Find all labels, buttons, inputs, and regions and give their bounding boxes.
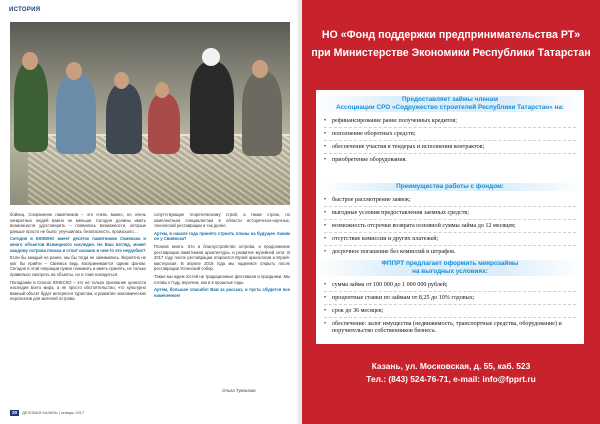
list-item [324,194,576,207]
bullet-icon: • [324,320,327,327]
figure-4-head [155,82,169,98]
heading-line: на выгодных условиях: [412,268,488,275]
figure-3-head [114,72,129,89]
bullet-icon: • [324,248,327,255]
bullet-icon: • [324,235,327,242]
figure-1 [14,62,48,152]
heading-line: Предоставляет займы членам [401,96,499,103]
advantages-list [324,194,576,258]
list-item [324,220,576,233]
list-item [324,305,576,318]
bullet-icon: • [324,209,327,216]
heading-line: ФППРТ предлагает оформить микрозаймы [381,260,519,267]
paragraph: Попадание в Список ЮНЕСКО – это не только признание ценности наследия всего мира, а не просто обстоятельство, что культурно важный объект будет интересен туристам, и развитие экономических перспектив для жителей острова. [10,279,146,302]
offer-card [316,90,584,344]
bullet-icon: • [324,196,327,203]
heading-line: Ассоциации СРО «Содружество строителей Республики Татарстан» на: [335,104,565,111]
loans-list [324,115,576,166]
interview-question: Артем, в начале года принято строить планы на будущее. Каким он у Свияжска? [154,230,290,242]
figure-6 [242,72,282,156]
bullet-icon: • [324,307,327,314]
list-item-text: процентные ставки по займам от 8,25 до 10% годовых; [332,294,475,301]
list-item [324,233,576,246]
section-heading-loans [316,96,584,112]
contact-address: Казань, ул. Московская, д. 55, каб. 523 [371,361,531,371]
ad-title-line: при Министерстве Экономики Республики Татарстан [311,47,591,59]
list-item-text: возможность отсрочки возврата основной суммы займа до 12 месяцев; [332,222,516,229]
list-item [324,207,576,220]
list-item [324,141,576,154]
list-item [324,318,576,337]
list-item-text: выгодные условия предоставления заемных средств; [332,209,469,216]
list-item-text: быстрое рассмотрение заявок; [332,196,411,203]
microloans-list [324,279,576,337]
figure-5 [190,62,234,154]
paragraph: Если бы каждый на ранее, мы бы тогда не занимались. Вероятно не мог бы прийти – Свияжск ведь воспринимается одним фоном. Сегодня в этой операции нужно понимать и иметь принять, не только правильно смотреть на объекты, но и тоже находиться. [10,255,146,277]
section-heading-advantages [316,183,584,191]
article-author: Ольга Туманова [222,388,256,393]
figure-2-head [66,62,82,80]
page-footer [10,409,290,416]
bullet-icon: • [324,143,327,150]
list-item-text: срок до 36 месяцев; [332,307,384,314]
figure-6-head [252,60,268,78]
figure-5-head [202,48,220,66]
list-item-text: сумма займа от 100 000 до 1 000 000 рублей; [332,281,448,288]
bullet-icon: • [324,222,327,229]
list-item [324,128,576,141]
paragraph: сопутствующие теоретическому строй, а также строю, по комплектным специалистам в области историческо-научных, технологий реставрации и так далее. [154,212,290,229]
article-photo [10,22,290,205]
article-columns [10,212,290,402]
figure-4 [148,94,180,154]
bullet-icon: • [324,294,327,301]
list-item-text: пополнение оборотных средств; [332,130,416,137]
bullet-icon: • [324,156,327,163]
list-item-text: отсутствие комиссии и других платежей; [332,235,439,242]
bullet-icon: • [324,130,327,137]
bullet-icon: • [324,281,327,288]
list-item-text: обеспечение: залог имущества (недвижимость, транспортные средства, оборудование) и поручительство собственников бизнеса. [332,320,562,334]
figure-2 [56,74,96,154]
list-item [324,292,576,305]
list-item [324,246,576,258]
right-page [302,0,600,424]
page-number: 20 [12,409,18,415]
section-tag: ИСТОРИЯ [9,7,41,13]
list-item-text: приобретение оборудования. [332,156,407,163]
contact-block [302,360,600,386]
ad-title-line: НО «Фонд поддержки предпринимательства РТ» [321,29,581,41]
list-item-text: рефинансирование ранее полученных кредитов; [332,117,457,124]
contact-phone-email: Тел.: (843) 524-76-71, e-mail: info@fpprt.ru [366,374,536,384]
section-heading-microloans [316,260,584,276]
figure-3 [106,84,142,154]
paragraph: Планов много. Это и благоустройство острова, и продолжение реставрации памятников архитектуры, и развитие музейной сети. В 2017 году после реставрации откроются Музей археологии и Музей-мастерская. В апреле 2018 года мы надеемся открыть после реставрации Успенский собор. [154,243,290,272]
bullet-icon: • [324,117,327,124]
paragraph: бойниц. Сохранение памятников – это очень важно, но очень конкретных людей важно не меньше. Сегодня должны иметь возможности удостоверить – появились возможности, которые раньше просто не было: улучшилась безопасность, произошло… [10,212,146,234]
list-item [324,154,576,166]
paragraph: Также мы ждем гостей на традиционные фестивали и праздники. Мы готовы к Году, впрочем, как и в прошлые годы. [154,273,290,285]
list-item-text: досрочное погашение без комиссий и штрафов. [332,248,456,255]
list-item [324,115,576,128]
figure-1-head [22,52,38,70]
interview-question: Артем, большое спасибо! Вам за рассказ, и пусть сбудется все намеченное! [154,287,290,298]
list-item-text: обеспечение участия в тендерах и исполнения контрактов; [332,143,485,150]
ad-title [302,26,600,62]
article-column-1 [10,212,146,402]
footer-note: ДЕЛОВАЯ КАЗАНЬ | январь 2017 [22,410,85,415]
article-column-2 [154,212,290,402]
interview-question: Сегодня в КЮКЕНО имеет десяток памятников Свияжска и много объектов Всемирного наследия. На Ваш взгляд, может каждому острова поиска и стоит сказано в чем-то это неудобно? [10,236,146,253]
left-page [0,0,298,424]
heading-line: Преимущества работы с фондом: [396,183,504,190]
list-item [324,279,576,292]
